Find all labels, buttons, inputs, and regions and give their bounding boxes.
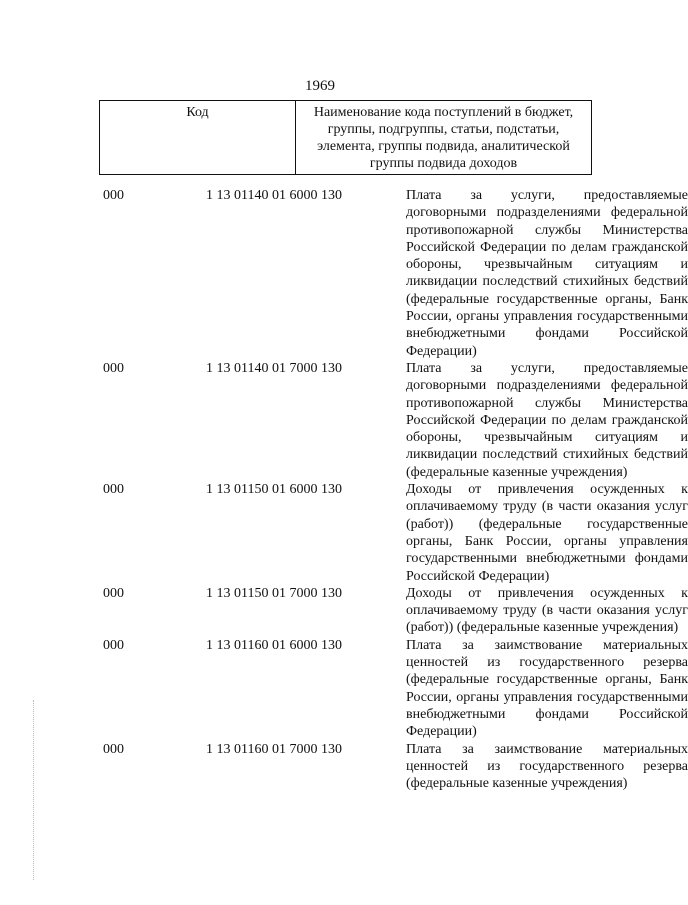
row-revenue-code: 1 13 01150 01 7000 130 <box>206 585 342 601</box>
row-revenue-name: Доходы от привлечения осужденных к оплачиваемому труду (в части оказания услуг (работ)) (федеральные казенные учреждения) <box>406 585 688 636</box>
row-revenue-name: Плата за заимствование материальных ценностей из государственного резерва (федеральные государственные органы, Банк России, органы управления государственными внебюджетными фондами Российской Федерации) <box>406 637 688 740</box>
table-row <box>0 481 688 585</box>
table-row <box>0 360 688 481</box>
header-code-label: Код <box>100 101 296 174</box>
row-admin-code: 000 <box>103 188 124 203</box>
row-revenue-code: 1 13 01140 01 6000 130 <box>206 188 342 203</box>
row-revenue-code: 1 13 01160 01 7000 130 <box>206 741 342 757</box>
header-name-label: Наименование кода поступлений в бюджет, группы, подгруппы, статьи, подстатьи, элемента, группы подвида, аналитической группы подвида доходов <box>313 105 574 171</box>
row-revenue-name: Доходы от привлечения осужденных к оплачиваемому труду (в части оказания услуг (работ)) (федеральные государственные органы, Банк России, органы управления государственными внебюджетными фондами Российской Федерации) <box>406 482 688 584</box>
table-row <box>0 585 688 637</box>
row-admin-code: 000 <box>103 637 124 653</box>
table-body <box>0 187 688 792</box>
scan-margin-line <box>33 700 34 880</box>
row-revenue-name: Плата за заимствование материальных ценностей из государственного резерва (федеральные казенные учреждения) <box>406 741 688 792</box>
table-header <box>99 100 592 175</box>
table-row <box>0 741 688 793</box>
row-admin-code: 000 <box>103 585 124 601</box>
table-row <box>0 187 688 360</box>
row-admin-code: 000 <box>103 482 124 498</box>
row-revenue-code: 1 13 01140 01 7000 130 <box>206 360 342 376</box>
table-row <box>0 637 688 741</box>
row-revenue-code: 1 13 01160 01 6000 130 <box>206 637 342 653</box>
row-admin-code: 000 <box>103 360 124 376</box>
row-revenue-name: Плата за услуги, предоставляемые договорными подразделениями федеральной противопожарной службы Министерства Российской Федерации по делам гражданской обороны, чрезвычайным ситуациям и ликвидации последствий стихийных бедствий (федеральные государственные органы, Банк России, органы управления государственными внебюджетными фондами Российской Федерации) <box>406 188 688 359</box>
page-number: 1969 <box>305 78 335 94</box>
row-admin-code: 000 <box>103 741 124 757</box>
row-revenue-code: 1 13 01150 01 6000 130 <box>206 482 342 498</box>
row-revenue-name: Плата за услуги, предоставляемые договорными подразделениями федеральной противопожарной службы Министерства Российской Федерации по делам гражданской обороны, чрезвычайным ситуациям и ликвидации последствий стихийных бедствий (федеральные казенные учреждения) <box>406 360 688 480</box>
